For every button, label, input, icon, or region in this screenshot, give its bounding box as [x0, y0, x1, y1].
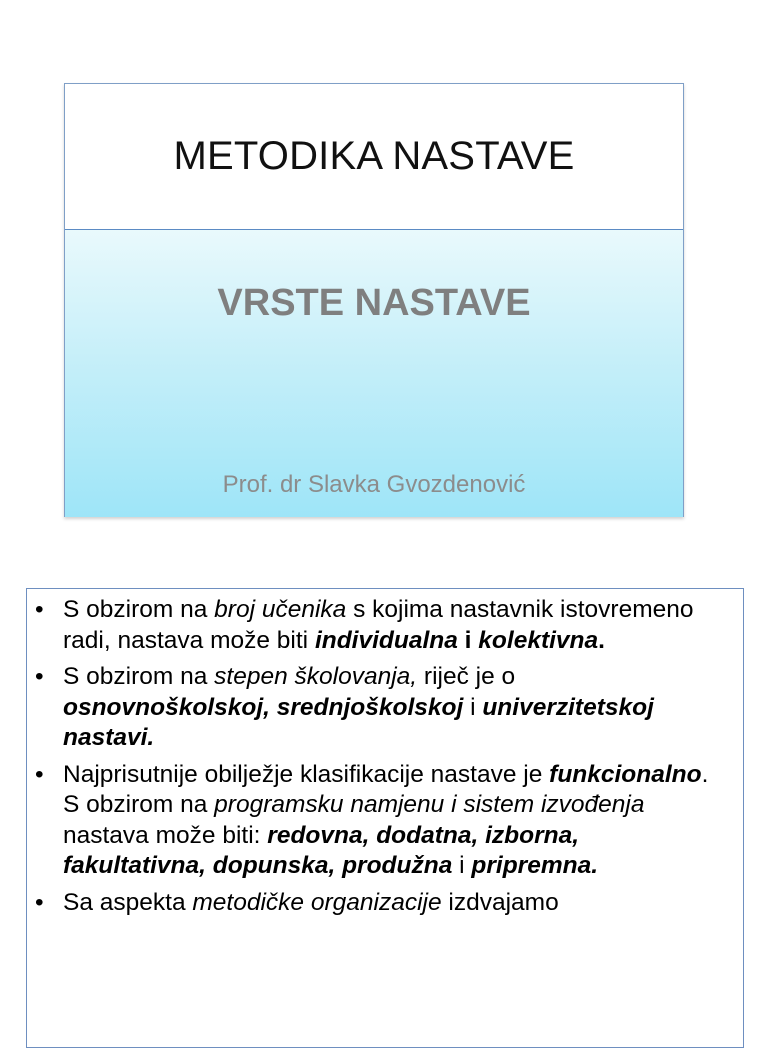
bullet-3-emphasis-3: pripremna.	[471, 852, 599, 879]
page-title: METODIKA NASTAVE	[173, 134, 575, 178]
content-slide	[26, 588, 744, 1048]
bullet-3-emphasis-2: redovna, dodatna, izborna, fakultativna, dopunska, produžna	[63, 821, 580, 879]
bullet-list	[27, 589, 743, 918]
title-header-panel	[65, 84, 683, 230]
bullet-item-3	[63, 760, 719, 882]
bullet-1-conjunction: i	[457, 626, 479, 654]
bullet-item-4	[63, 888, 719, 919]
title-subtitle-panel	[65, 230, 683, 517]
bullet-2-text: S obzirom na	[63, 663, 215, 690]
title-slide	[64, 83, 684, 517]
bullet-3-text-3: nastava može biti:	[63, 821, 268, 849]
slide-subtitle: VRSTE NASTAVE	[217, 282, 531, 324]
bullet-item-1	[63, 595, 719, 656]
bullet-3-conjunction: i	[452, 852, 472, 879]
bullet-1-emphasis-1: individualna	[314, 626, 458, 654]
bullet-1-text: S obzirom na	[63, 596, 215, 623]
bullet-1-text-2: s kojima nastavnik istovremeno radi, nastava može biti	[63, 596, 694, 654]
bullet-3-italic: programsku namjenu i sistem izvođenja	[214, 791, 645, 818]
author-name: Prof. dr Slavka Gvozdenović	[222, 471, 526, 498]
bullet-1-italic: broj učenika	[214, 596, 347, 623]
bullet-2-conjunction: i	[463, 693, 483, 721]
bullet-2-emphasis-1: osnovnoškolskoj, srednjoškolskoj	[63, 693, 464, 721]
bullet-3-text-2: . S obzirom na	[63, 760, 709, 818]
bullet-item-2	[63, 662, 719, 754]
bullet-4-text: Sa aspekta	[63, 888, 193, 916]
bullet-2-emphasis-2: univerzitetskoj nastavi.	[63, 693, 654, 751]
bullet-2-italic: stepen školovanja,	[214, 663, 418, 690]
bullet-4-italic: metodičke organizacije	[192, 888, 442, 916]
bullet-3-text: Najprisutnije obilježje klasifikacije nastave je	[63, 760, 550, 788]
bullet-1-period: .	[598, 626, 605, 654]
bullet-3-emphasis-1: funkcionalno	[549, 760, 702, 788]
bullet-1-emphasis-2: kolektivna	[478, 626, 599, 654]
bullet-2-text-2: riječ je o	[417, 663, 516, 690]
bullet-4-text-2: izdvajamo	[441, 888, 559, 916]
